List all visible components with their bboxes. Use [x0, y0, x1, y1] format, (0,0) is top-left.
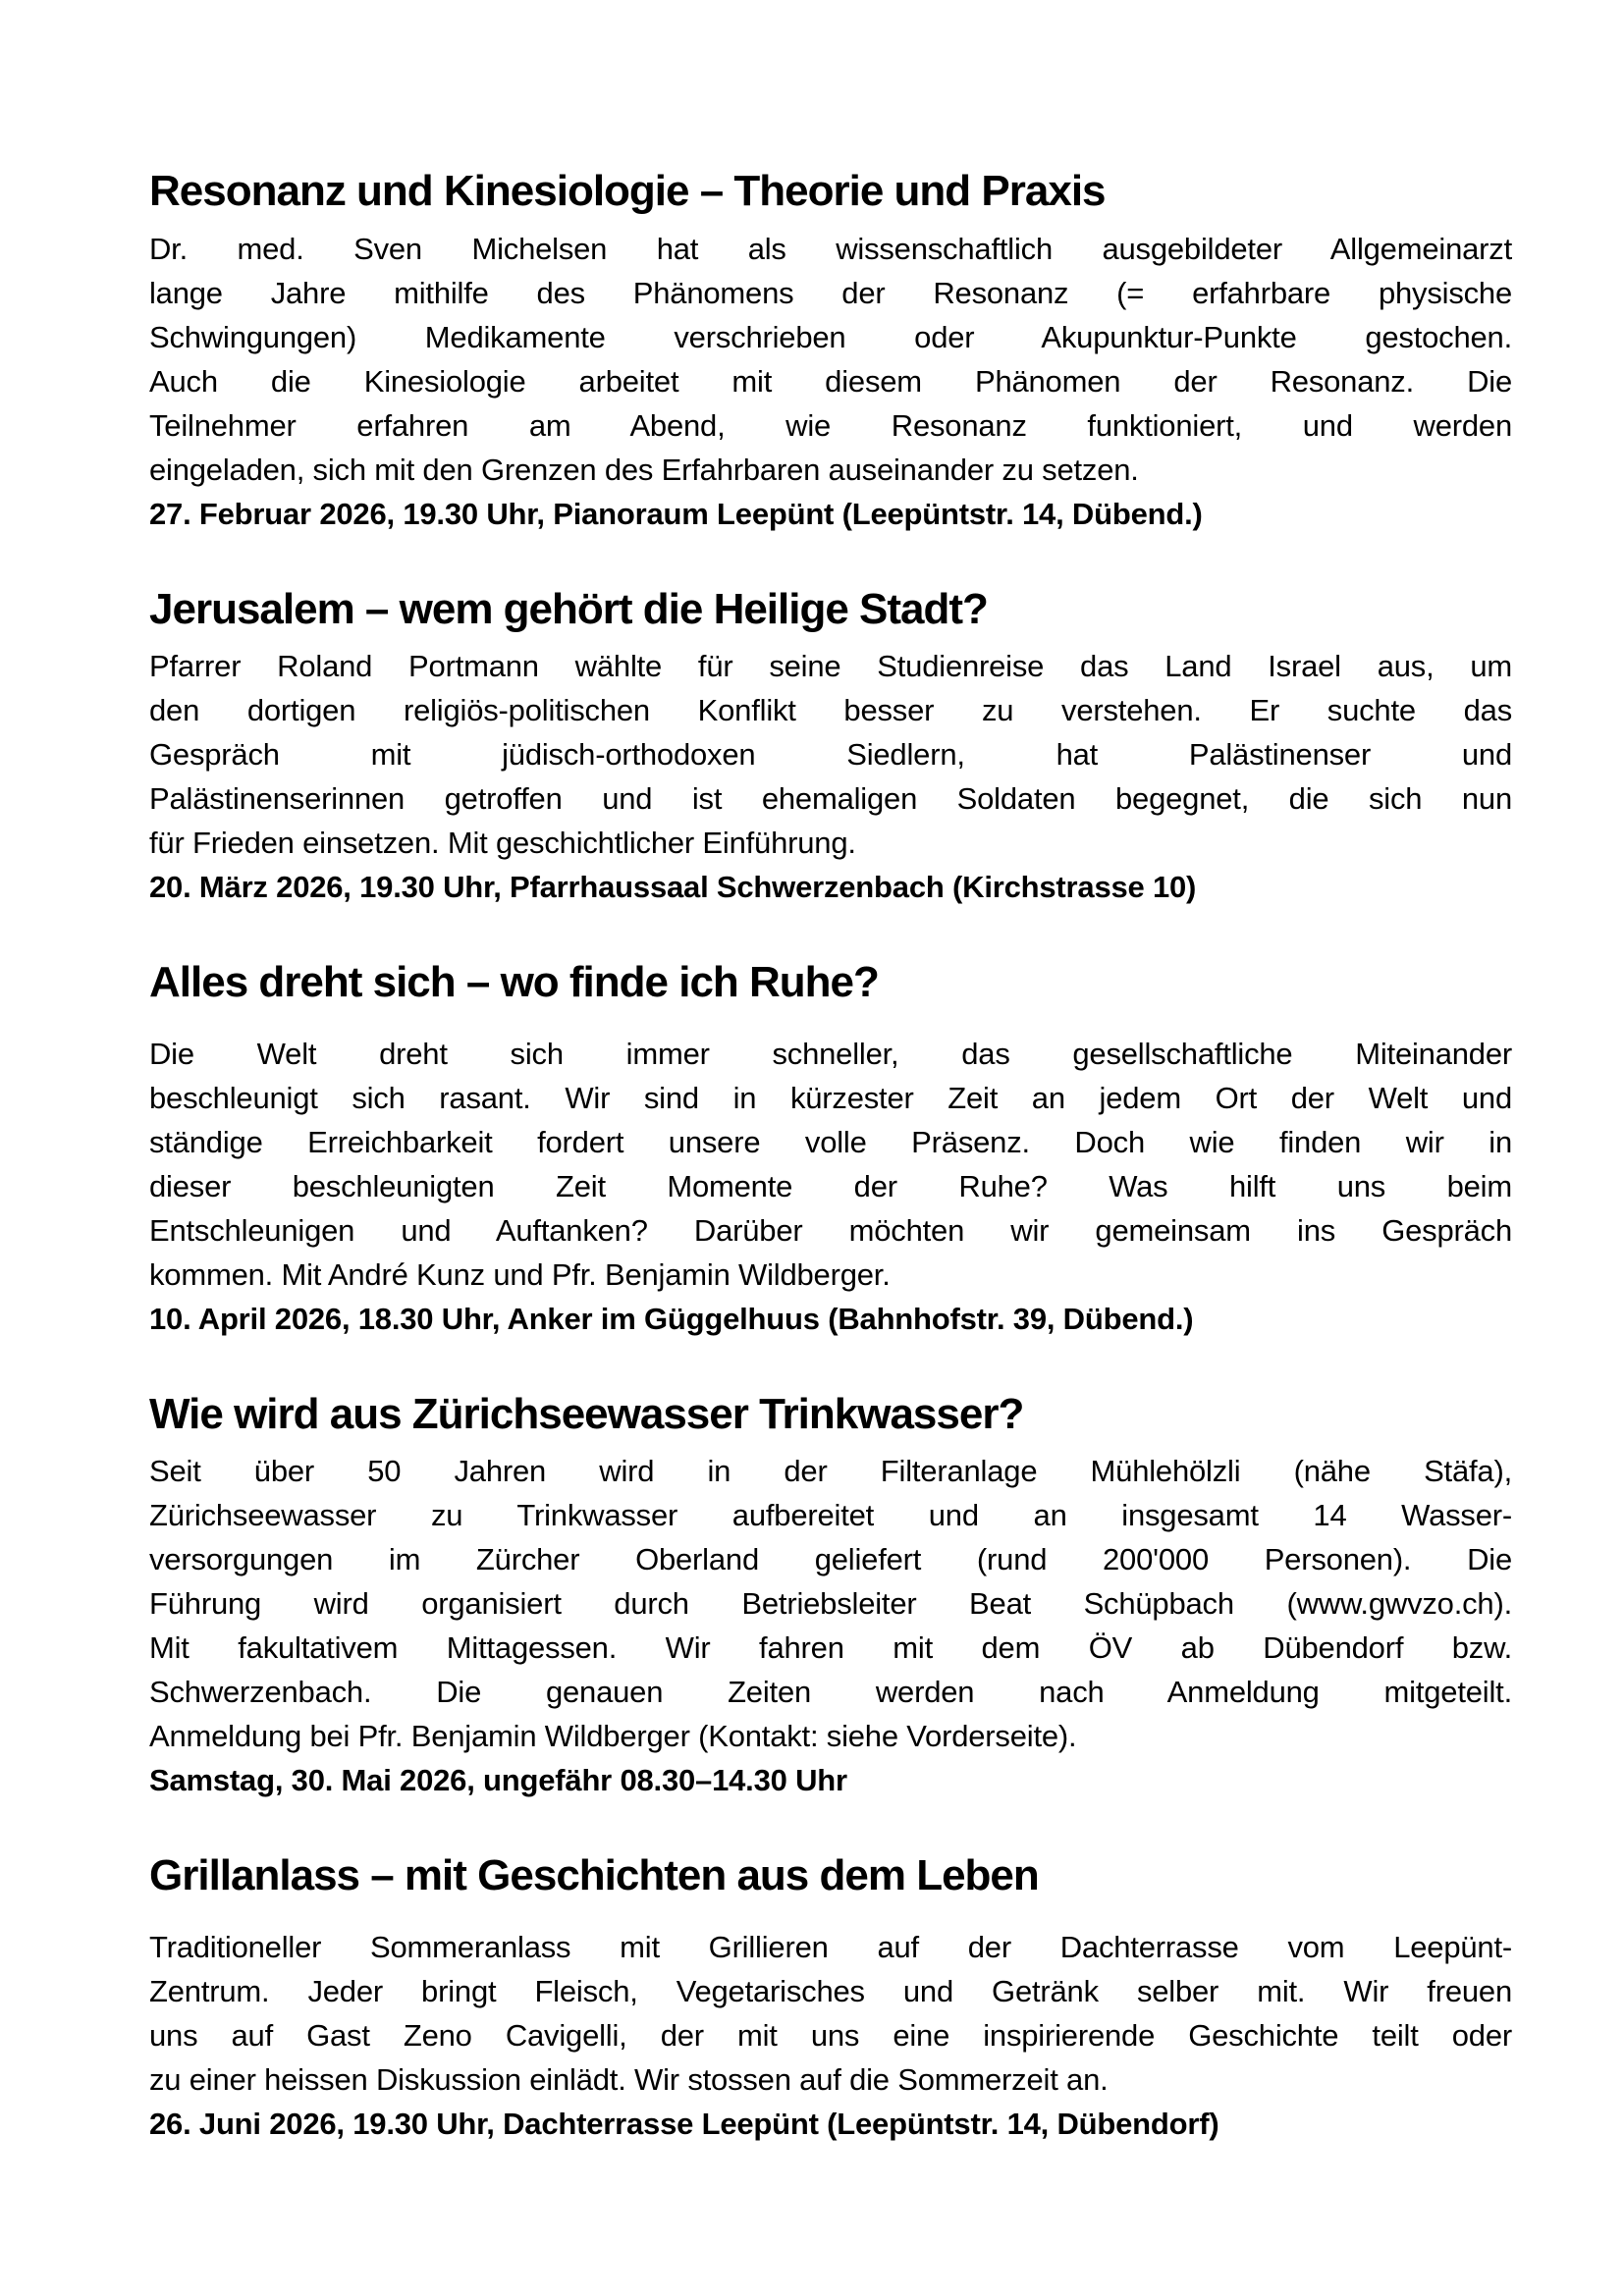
- section-zuerichseewasser: [149, 1390, 1512, 1803]
- body-line: Gespräch mit jüdisch-orthodoxen Siedlern, hat Palästinenser und: [149, 737, 1512, 773]
- body-line: zu einer heissen Diskussion einlädt. Wir stossen auf die Sommerzeit an.: [149, 2061, 1109, 2097]
- body-line: Schwingungen) Medikamente verschrieben oder Akupunktur-Punkte gestochen.: [149, 319, 1512, 354]
- section-body: [149, 1449, 1512, 1758]
- body-line: versorgungen im Zürcher Oberland geliefert (rund 200'000 Personen). Die: [149, 1542, 1512, 1577]
- body-line: Die Welt dreht sich immer schneller, das gesellschaftliche Miteinander: [149, 1036, 1512, 1071]
- section-title: Wie wird aus Zürichseewasser Trinkwasser?: [149, 1389, 1024, 1438]
- body-line: kommen. Mit André Kunz und Pfr. Benjamin Wildberger.: [149, 1256, 891, 1292]
- section-title: Alles dreht sich – wo finde ich Ruhe?: [149, 958, 879, 1007]
- body-line: Traditioneller Sommeranlass mit Grillieren auf der Dachterrasse vom Leepünt-: [149, 1929, 1512, 1964]
- body-line: Seit über 50 Jahren wird in der Filteranlage Mühlehölzli (nähe Stäfa),: [149, 1454, 1512, 1489]
- event-info-line: 27. Februar 2026, 19.30 Uhr, Pianoraum Leepünt (Leepüntstr. 14, Dübend.): [149, 496, 1203, 531]
- section-body: [149, 644, 1512, 865]
- body-line: Zürichseewasser zu Trinkwasser aufbereitet und an insgesamt 14 Wasser-: [149, 1498, 1512, 1533]
- body-line: Mit fakultativem Mittagessen. Wir fahren mit dem ÖV ab Dübendorf bzw.: [149, 1630, 1512, 1666]
- section-body: [149, 1032, 1512, 1297]
- event-info-line: 20. März 2026, 19.30 Uhr, Pfarrhaussaal Schwerzenbach (Kirchstrasse 10): [149, 870, 1197, 905]
- section-title: Jerusalem – wem gehört die Heilige Stadt?: [149, 584, 988, 633]
- body-line: lange Jahre mithilfe des Phänomens der Resonanz (= erfahrbare physische: [149, 275, 1512, 310]
- body-line: ständige Erreichbarkeit fordert unsere volle Präsenz. Doch wie finden wir in: [149, 1124, 1512, 1159]
- section-title: Resonanz und Kinesiologie – Theorie und Praxis: [149, 167, 1106, 215]
- body-line: Dr. med. Sven Michelsen hat als wissenschaftlich ausgebildeter Allgemeinarzt: [149, 231, 1512, 266]
- event-info-line: 26. Juni 2026, 19.30 Uhr, Dachterrasse Leepünt (Leepüntstr. 14, Dübendorf): [149, 2106, 1219, 2141]
- event-info-line: Samstag, 30. Mai 2026, ungefähr 08.30–14.30 Uhr: [149, 1763, 847, 1798]
- event-info-line: 10. April 2026, 18.30 Uhr, Anker im Güggelhuus (Bahnhofstr. 39, Dübend.): [149, 1301, 1194, 1336]
- section-body: [149, 227, 1512, 492]
- body-line: für Frieden einsetzen. Mit geschichtlicher Einführung.: [149, 826, 856, 861]
- section-title: Grillanlass – mit Geschichten aus dem Leben: [149, 1851, 1039, 1900]
- body-line: Anmeldung bei Pfr. Benjamin Wildberger (Kontakt: siehe Vorderseite).: [149, 1719, 1077, 1754]
- body-line: Schwerzenbach. Die genauen Zeiten werden nach Anmeldung mitgeteilt.: [149, 1675, 1512, 1710]
- section-resonanz-kinesiologie: [149, 167, 1512, 536]
- body-line: dieser beschleunigten Zeit Momente der Ruhe? Was hilft uns beim: [149, 1168, 1512, 1203]
- body-line: eingeladen, sich mit den Grenzen des Erfahrbaren auseinander zu setzen.: [149, 452, 1139, 487]
- section-alles-dreht-sich: [149, 958, 1512, 1341]
- section-body: [149, 1925, 1512, 2102]
- body-line: beschleunigt sich rasant. Wir sind in kürzester Zeit an jedem Ort der Welt und: [149, 1080, 1512, 1115]
- body-line: Auch die Kinesiologie arbeitet mit diesem Phänomen der Resonanz. Die: [149, 363, 1512, 399]
- body-line: Teilnehmer erfahren am Abend, wie Resonanz funktioniert, und werden: [149, 407, 1512, 443]
- section-grillanlass: [149, 1851, 1512, 2146]
- body-line: Entschleunigen und Auftanken? Darüber möchten wir gemeinsam ins Gespräch: [149, 1212, 1512, 1248]
- body-line: Zentrum. Jeder bringt Fleisch, Vegetarisches und Getränk selber mit. Wir freuen: [149, 1973, 1512, 2008]
- body-line: Führung wird organisiert durch Betriebsleiter Beat Schüpbach (www.gwvzo.ch).: [149, 1586, 1512, 1622]
- section-jerusalem: [149, 585, 1512, 910]
- body-line: Palästinenserinnen getroffen und ist ehemaligen Soldaten begegnet, die sich nun: [149, 781, 1512, 817]
- body-line: den dortigen religiös-politischen Konflikt besser zu verstehen. Er suchte das: [149, 693, 1512, 728]
- body-line: Pfarrer Roland Portmann wählte für seine Studienreise das Land Israel aus, um: [149, 649, 1512, 684]
- body-line: uns auf Gast Zeno Cavigelli, der mit uns eine inspirierende Geschichte teilt oder: [149, 2017, 1512, 2053]
